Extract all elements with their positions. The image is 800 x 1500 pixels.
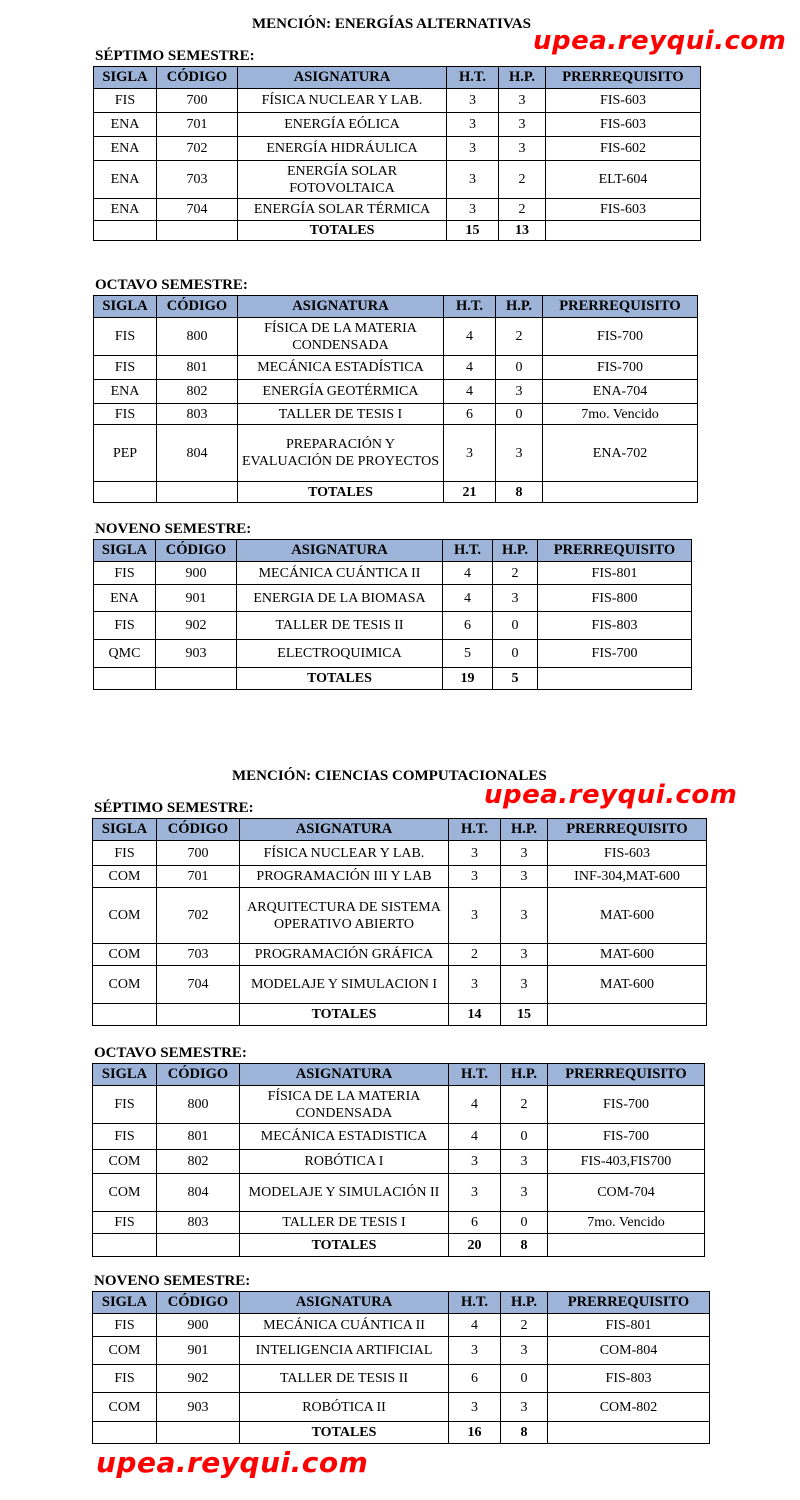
cell-ht: 3 [447,137,499,161]
cell-codigo: 801 [157,1124,240,1150]
cell-sigla: COM [93,866,157,888]
cell-prerrequisito: FIS-700 [543,356,698,380]
header-hp: H.P. [501,1064,548,1086]
header-ht: H.T. [444,296,496,318]
cell-prerrequisito: FIS-803 [538,612,692,640]
cell-ht: 4 [444,356,496,380]
table-row [93,1337,710,1365]
course-table [93,66,701,241]
table-row [93,1124,705,1150]
cell-codigo: 901 [156,585,237,612]
table-row [94,425,698,482]
cell-ht: 3 [449,1150,501,1174]
header-ht: H.T. [447,67,499,89]
cell-asignatura: MECÁNICA CUÁNTICA II [237,562,443,585]
table-header-row [94,296,698,318]
cell-ht: 4 [444,318,496,356]
header-hp: H.P. [493,540,538,562]
cell-hp: 2 [501,1086,548,1124]
cell-sigla: COM [93,966,157,1004]
cell-sigla: FIS [94,404,157,425]
header-sigla: SIGLA [93,819,157,841]
cell-prerrequisito: FIS-803 [548,1365,710,1393]
cell-hp: 3 [499,137,546,161]
cell-asignatura: TALLER DE TESIS II [237,612,443,640]
totals-row [93,1422,710,1444]
cell-prerrequisito: FIS-603 [546,113,701,137]
cell-codigo: 902 [156,612,237,640]
cell-ht: 3 [447,113,499,137]
cell-asignatura: TALLER DE TESIS I [240,1212,449,1234]
table-row [93,1365,710,1393]
totals-row [94,221,701,241]
semester-title: OCTAVO SEMESTRE: [94,1045,247,1061]
cell-hp: 0 [501,1124,548,1150]
header-codigo: CÓDIGO [156,540,237,562]
cell-asignatura: ENERGIA DE LA BIOMASA [237,585,443,612]
table-row [94,89,701,113]
cell-hp: 0 [501,1365,548,1393]
table-row [94,380,698,404]
cell-prerrequisito: MAT-600 [548,966,707,1004]
table-row [94,585,692,612]
table-header-row [93,1064,705,1086]
table-row [93,1393,710,1422]
table-row [94,113,701,137]
table-row [93,841,707,866]
cell-asignatura: MODELAJE Y SIMULACIÓN II [240,1174,449,1212]
cell-codigo: 702 [157,137,238,161]
cell-prerrequisito: FIS-700 [543,318,698,356]
header-ht: H.T. [449,1064,501,1086]
table-row [94,640,692,668]
header-prerrequisito: PRERREQUISITO [548,1292,710,1314]
cell-hp: 3 [496,380,543,404]
cell-prerrequisito: MAT-600 [548,888,707,944]
cell-asignatura: ENERGÍA SOLAR FOTOVOLTAICA [238,161,447,199]
cell-ht: 3 [449,888,501,944]
table-header-row [93,819,707,841]
totals-hp: 8 [496,482,543,503]
header-prerrequisito: PRERREQUISITO [543,296,698,318]
cell-sigla: ENA [94,585,156,612]
cell-hp: 3 [499,89,546,113]
header-asignatura: ASIGNATURA [240,1292,449,1314]
totals-row [93,1004,707,1026]
cell-ht: 3 [449,1174,501,1212]
cell-sigla: FIS [94,89,157,113]
cell-ht: 4 [449,1124,501,1150]
cell-prerrequisito: FIS-603 [546,89,701,113]
table-row [94,137,701,161]
cell-asignatura: PROGRAMACIÓN III Y LAB [240,866,449,888]
cell-hp: 3 [493,585,538,612]
watermark-text: upea.reyqui.com [484,780,738,810]
cell-asignatura: TALLER DE TESIS II [240,1365,449,1393]
header-hp: H.P. [499,67,546,89]
table-row [93,866,707,888]
header-asignatura: ASIGNATURA [238,296,444,318]
header-prerrequisito: PRERREQUISITO [548,1064,705,1086]
table-row [94,356,698,380]
table-row [93,1086,705,1124]
cell-hp: 3 [501,841,548,866]
cell-hp: 3 [501,944,548,966]
totals-ht: 16 [449,1422,501,1444]
cell-hp: 2 [499,161,546,199]
totals-row [94,668,692,690]
cell-ht: 6 [449,1365,501,1393]
table-row [94,404,698,425]
cell-prerrequisito: FIS-700 [548,1124,705,1150]
cell-codigo: 903 [156,640,237,668]
cell-sigla: ENA [94,199,157,221]
cell-prerrequisito: FIS-603 [548,841,707,866]
cell-codigo: 801 [157,356,238,380]
header-sigla: SIGLA [93,1292,157,1314]
cell-prerrequisito: ENA-704 [543,380,698,404]
table-row [93,1150,705,1174]
watermark-text: upea.reyqui.com [96,1446,369,1479]
course-table [92,818,707,1026]
header-codigo: CÓDIGO [157,1292,240,1314]
cell-asignatura: ENERGÍA HIDRÁULICA [238,137,447,161]
cell-ht: 4 [449,1086,501,1124]
cell-codigo: 703 [157,161,238,199]
cell-sigla: COM [93,1393,157,1422]
cell-asignatura: TALLER DE TESIS I [238,404,444,425]
totals-ht: 14 [449,1004,501,1026]
cell-codigo: 703 [157,944,240,966]
cell-hp: 3 [499,113,546,137]
header-sigla: SIGLA [94,540,156,562]
totals-hp: 13 [499,221,546,241]
cell-sigla: FIS [94,356,157,380]
totals-label: TOTALES [237,668,443,690]
cell-sigla: FIS [94,318,157,356]
cell-ht: 3 [449,1393,501,1422]
cell-sigla: ENA [94,113,157,137]
cell-asignatura: ENERGÍA SOLAR TÉRMICA [238,199,447,221]
table-row [94,161,701,199]
cell-prerrequisito: ELT-604 [546,161,701,199]
cell-asignatura: ARQUITECTURA DE SISTEMA OPERATIVO ABIERTO [240,888,449,944]
cell-hp: 3 [501,966,548,1004]
cell-sigla: FIS [93,841,157,866]
cell-codigo: 903 [157,1393,240,1422]
header-hp: H.P. [496,296,543,318]
header-ht: H.T. [443,540,493,562]
header-codigo: CÓDIGO [157,1064,240,1086]
table-row [93,1314,710,1337]
cell-sigla: COM [93,944,157,966]
cell-sigla: FIS [93,1124,157,1150]
cell-codigo: 800 [157,318,238,356]
mention-title: MENCIÓN: CIENCIAS COMPUTACIONALES [232,768,547,784]
cell-codigo: 800 [157,1086,240,1124]
cell-sigla: FIS [93,1314,157,1337]
header-codigo: CÓDIGO [157,67,238,89]
cell-codigo: 704 [157,199,238,221]
table-row [93,1212,705,1234]
cell-codigo: 702 [157,888,240,944]
header-sigla: SIGLA [94,296,157,318]
cell-prerrequisito: COM-704 [548,1174,705,1212]
table-row [93,966,707,1004]
cell-prerrequisito: FIS-800 [538,585,692,612]
cell-sigla: ENA [94,161,157,199]
totals-row [93,1234,705,1257]
table-row [94,612,692,640]
cell-codigo: 803 [157,1212,240,1234]
cell-codigo: 901 [157,1337,240,1365]
cell-sigla: ENA [94,380,157,404]
course-table [93,539,692,690]
semester-title: NOVENO SEMESTRE: [94,1273,251,1289]
table-header-row [93,1292,710,1314]
totals-hp: 8 [501,1422,548,1444]
cell-asignatura: MECÁNICA ESTADISTICA [240,1124,449,1150]
cell-hp: 0 [493,612,538,640]
cell-prerrequisito: COM-802 [548,1393,710,1422]
table-row [93,944,707,966]
cell-asignatura: PREPARACIÓN Y EVALUACIÓN DE PROYECTOS [238,425,444,482]
totals-hp: 15 [501,1004,548,1026]
cell-prerrequisito: FIS-602 [546,137,701,161]
cell-ht: 3 [449,966,501,1004]
cell-hp: 3 [501,1150,548,1174]
cell-codigo: 804 [157,1174,240,1212]
cell-asignatura: FÍSICA NUCLEAR Y LAB. [240,841,449,866]
header-sigla: SIGLA [94,67,157,89]
cell-hp: 3 [501,1393,548,1422]
cell-codigo: 802 [157,380,238,404]
table-row [94,199,701,221]
header-prerrequisito: PRERREQUISITO [538,540,692,562]
header-codigo: CÓDIGO [157,819,240,841]
cell-sigla: COM [93,888,157,944]
course-table [93,295,698,503]
header-asignatura: ASIGNATURA [238,67,447,89]
table-row [94,318,698,356]
totals-ht: 20 [449,1234,501,1257]
cell-ht: 3 [447,89,499,113]
cell-ht: 6 [443,612,493,640]
table-row [94,562,692,585]
cell-asignatura: MODELAJE Y SIMULACION I [240,966,449,1004]
totals-ht: 15 [447,221,499,241]
totals-label: TOTALES [238,221,447,241]
cell-codigo: 900 [156,562,237,585]
cell-ht: 4 [449,1314,501,1337]
cell-ht: 3 [449,1337,501,1365]
cell-sigla: QMC [94,640,156,668]
totals-label: TOTALES [240,1004,449,1026]
cell-sigla: ENA [94,137,157,161]
semester-title: NOVENO SEMESTRE: [95,521,252,537]
cell-codigo: 802 [157,1150,240,1174]
cell-prerrequisito: 7mo. Vencido [548,1212,705,1234]
cell-sigla: PEP [94,425,157,482]
cell-codigo: 704 [157,966,240,1004]
table-header-row [94,67,701,89]
cell-ht: 5 [443,640,493,668]
cell-ht: 6 [449,1212,501,1234]
cell-asignatura: ROBÓTICA I [240,1150,449,1174]
header-asignatura: ASIGNATURA [237,540,443,562]
cell-ht: 3 [444,425,496,482]
cell-ht: 3 [447,199,499,221]
cell-sigla: FIS [94,612,156,640]
header-asignatura: ASIGNATURA [240,819,449,841]
cell-asignatura: INTELIGENCIA ARTIFICIAL [240,1337,449,1365]
cell-asignatura: MECÁNICA CUÁNTICA II [240,1314,449,1337]
header-hp: H.P. [501,819,548,841]
cell-hp: 0 [496,404,543,425]
cell-prerrequisito: 7mo. Vencido [543,404,698,425]
cell-hp: 2 [499,199,546,221]
cell-ht: 3 [449,866,501,888]
cell-ht: 2 [449,944,501,966]
totals-label: TOTALES [240,1422,449,1444]
semester-title: OCTAVO SEMESTRE: [95,277,248,293]
header-prerrequisito: PRERREQUISITO [546,67,701,89]
cell-asignatura: ENERGÍA GEOTÉRMICA [238,380,444,404]
cell-ht: 4 [444,380,496,404]
course-table [92,1291,710,1444]
cell-prerrequisito: FIS-700 [548,1086,705,1124]
table-row [93,888,707,944]
cell-sigla: FIS [93,1212,157,1234]
semester-title: SÉPTIMO SEMESTRE: [95,48,255,64]
totals-hp: 8 [501,1234,548,1257]
header-ht: H.T. [449,1292,501,1314]
cell-ht: 4 [443,585,493,612]
cell-codigo: 900 [157,1314,240,1337]
cell-prerrequisito: COM-804 [548,1337,710,1365]
cell-codigo: 700 [157,89,238,113]
cell-prerrequisito: FIS-403,FIS700 [548,1150,705,1174]
cell-sigla: FIS [94,562,156,585]
cell-sigla: COM [93,1174,157,1212]
cell-codigo: 803 [157,404,238,425]
course-table [92,1063,705,1257]
mention-title: MENCIÓN: ENERGÍAS ALTERNATIVAS [252,16,531,32]
cell-codigo: 701 [157,866,240,888]
header-asignatura: ASIGNATURA [240,1064,449,1086]
cell-asignatura: FÍSICA DE LA MATERIA CONDENSADA [238,318,444,356]
cell-hp: 2 [493,562,538,585]
semester-title: SÉPTIMO SEMESTRE: [94,800,254,816]
cell-hp: 3 [496,425,543,482]
cell-prerrequisito: FIS-801 [548,1314,710,1337]
cell-asignatura: MECÁNICA ESTADÍSTICA [238,356,444,380]
cell-prerrequisito: INF-304,MAT-600 [548,866,707,888]
cell-ht: 6 [444,404,496,425]
header-sigla: SIGLA [93,1064,157,1086]
cell-sigla: COM [93,1150,157,1174]
cell-asignatura: FÍSICA NUCLEAR Y LAB. [238,89,447,113]
cell-prerrequisito: ENA-702 [543,425,698,482]
cell-sigla: FIS [93,1365,157,1393]
header-prerrequisito: PRERREQUISITO [548,819,707,841]
cell-asignatura: FÍSICA DE LA MATERIA CONDENSADA [240,1086,449,1124]
cell-sigla: COM [93,1337,157,1365]
cell-hp: 2 [501,1314,548,1337]
totals-row [94,482,698,503]
table-row [93,1174,705,1212]
cell-hp: 0 [496,356,543,380]
totals-hp: 5 [493,668,538,690]
table-header-row [94,540,692,562]
cell-prerrequisito: MAT-600 [548,944,707,966]
header-ht: H.T. [449,819,501,841]
cell-sigla: FIS [93,1086,157,1124]
cell-ht: 4 [443,562,493,585]
totals-label: TOTALES [240,1234,449,1257]
totals-ht: 21 [444,482,496,503]
cell-codigo: 700 [157,841,240,866]
watermark-text: upea.reyqui.com [533,26,787,56]
cell-asignatura: ROBÓTICA II [240,1393,449,1422]
cell-hp: 3 [501,1337,548,1365]
totals-label: TOTALES [238,482,444,503]
cell-asignatura: PROGRAMACIÓN GRÁFICA [240,944,449,966]
cell-hp: 0 [501,1212,548,1234]
cell-hp: 2 [496,318,543,356]
cell-prerrequisito: FIS-700 [538,640,692,668]
cell-codigo: 701 [157,113,238,137]
header-codigo: CÓDIGO [157,296,238,318]
cell-hp: 3 [501,888,548,944]
cell-asignatura: ENERGÍA EÓLICA [238,113,447,137]
cell-hp: 0 [493,640,538,668]
totals-ht: 19 [443,668,493,690]
cell-asignatura: ELECTROQUIMICA [237,640,443,668]
cell-hp: 3 [501,866,548,888]
cell-prerrequisito: FIS-603 [546,199,701,221]
cell-codigo: 902 [157,1365,240,1393]
cell-prerrequisito: FIS-801 [538,562,692,585]
cell-hp: 3 [501,1174,548,1212]
cell-ht: 3 [449,841,501,866]
header-hp: H.P. [501,1292,548,1314]
cell-codigo: 804 [157,425,238,482]
cell-ht: 3 [447,161,499,199]
